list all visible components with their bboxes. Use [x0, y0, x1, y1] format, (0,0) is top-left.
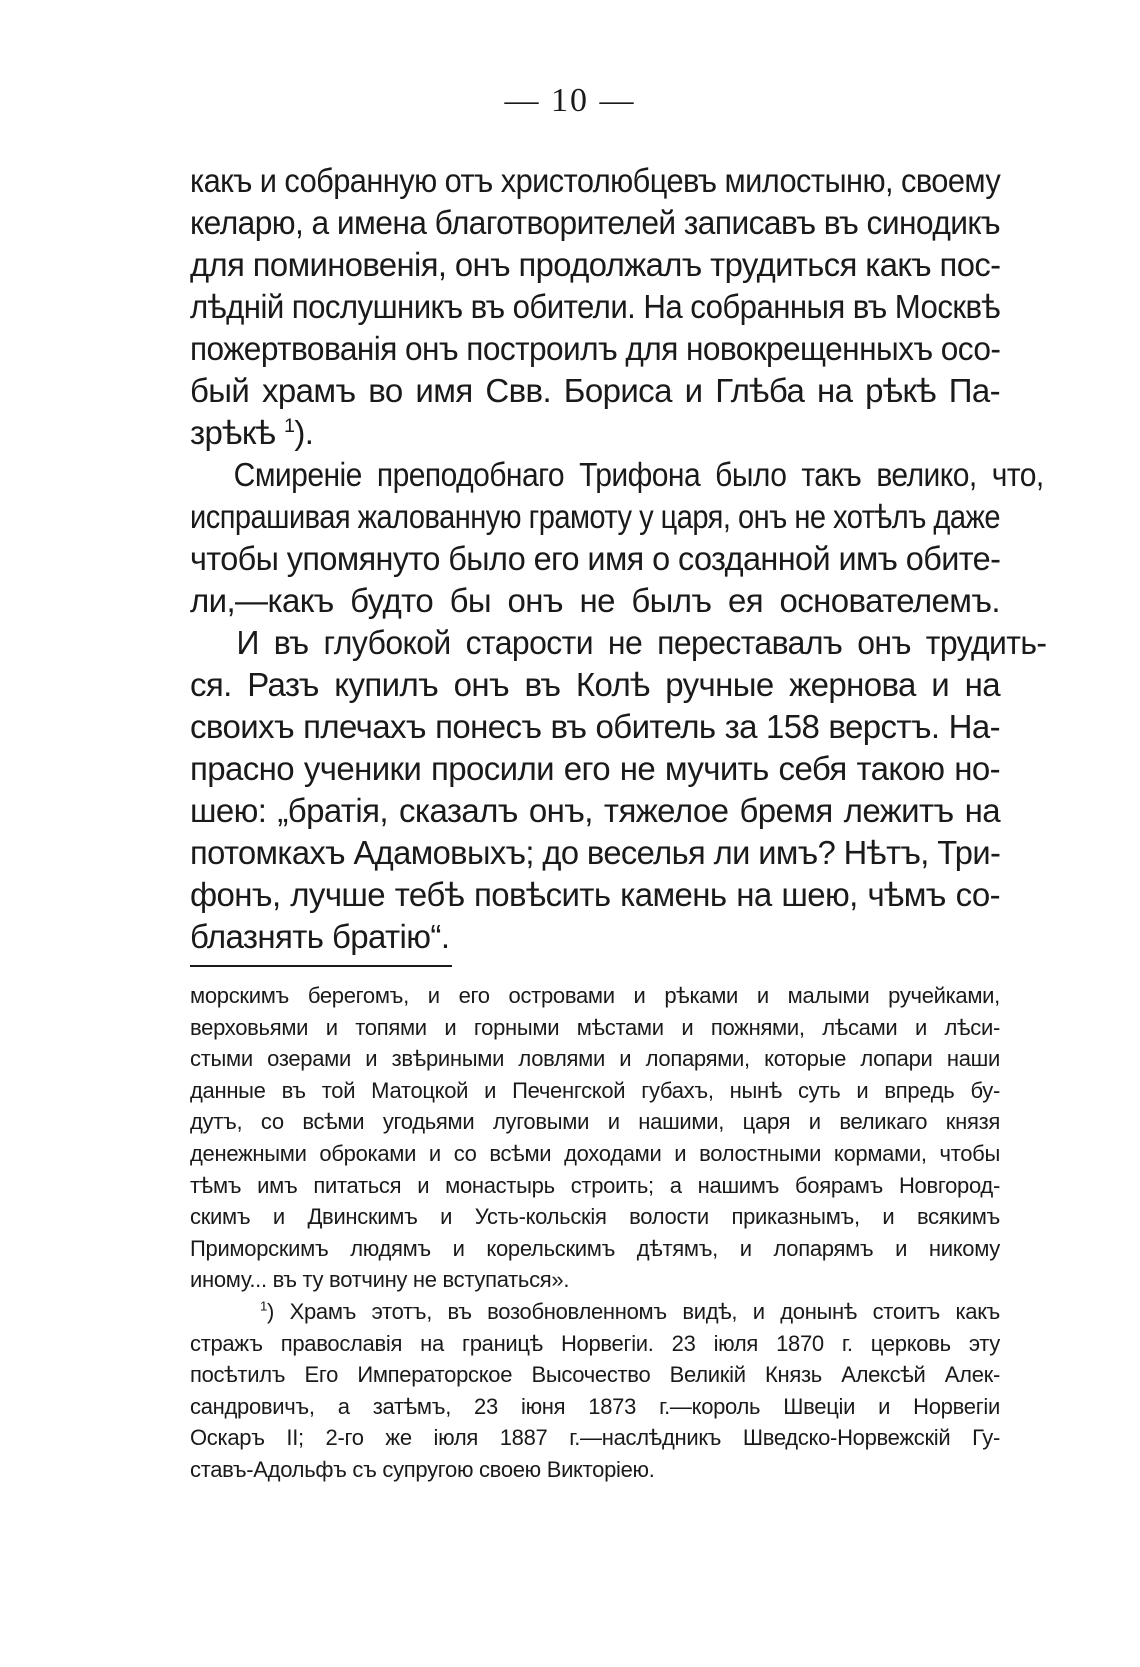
- text-fragment: зрѣкѣ: [190, 414, 276, 451]
- footnote-line: денежными оброками и со всѣми доходами и волостными кормами, чтобы: [190, 1140, 1000, 1166]
- paragraph-2: [190, 454, 1044, 622]
- footnote-line: данные въ той Матоцкой и Печенгской губахъ, нынѣ суть и впредь бу-: [190, 1077, 1000, 1103]
- text-line: пожертвованія онъ построилъ для новокрещенныхъ осо-: [190, 330, 1001, 367]
- footnote-line: морскимъ берегомъ, и его островами и рѣками и малыми ручейками,: [190, 983, 1000, 1008]
- footnote-line: посѣтилъ Его Императорское Высочество Великій Князь Алексѣй Алек-: [190, 1362, 1000, 1388]
- text-line: келарю, а имена благотворителей записавъ въ синодикъ: [190, 204, 1000, 241]
- text-line: шею: „братія, сказалъ онъ, тяжелое бремя лежитъ на: [190, 792, 1000, 829]
- text-line: испрашивая жалованную грамоту у царя, онъ не хотѣлъ даже: [190, 498, 1000, 535]
- text-line: фонъ, лучше тебѣ повѣсить камень на шею, чѣмъ со-: [190, 876, 1000, 913]
- footnote-separator-rule: [190, 965, 452, 967]
- text-line: ли,—какъ будто бы онъ не былъ ея основателемъ.: [190, 582, 1000, 619]
- text-line: прасно ученики просили его не мучить себя такою но-: [190, 750, 1000, 787]
- footnote-1: [190, 1296, 1000, 1486]
- footnotes: [190, 980, 1000, 1486]
- text-line: какъ и собранную отъ христолюбцевъ милостыню, своему: [190, 162, 1001, 199]
- text-line: Смиреніе преподобнаго Трифона было такъ велико, что,: [233, 456, 1044, 493]
- text-line: для поминовенія, онъ продолжалъ трудиться какъ пос-: [190, 246, 1001, 283]
- footnote-line: Приморскимъ людямъ и корельскимъ дѣтямъ, и лопарямъ и никому: [190, 1235, 1000, 1261]
- footnote-line-last: ставъ-Адольфъ съ супругою своею Викторіею.: [190, 1456, 655, 1482]
- footnote-line: скимъ и Двинскимъ и Усть-кольскія волости приказнымъ, и всякимъ: [190, 1204, 1000, 1230]
- footnote-line: [190, 1296, 1000, 1328]
- text-fragment: ).: [294, 414, 314, 451]
- footnote-text: ) Храмъ этотъ, въ возобновленномъ видѣ, и донынѣ стоитъ какъ: [267, 1298, 1000, 1324]
- footnote-line: стражъ православія на границѣ Норвегіи. 23 іюля 1870 г. церковь эту: [190, 1330, 1000, 1356]
- text-line: бый храмъ во имя Свв. Бориса и Глѣба на рѣкѣ Па-: [190, 372, 1000, 409]
- footnote-line: тѣмъ имъ питаться и монастырь строить; а нашимъ боярамъ Новгород-: [190, 1172, 1000, 1198]
- text-line: потомкахъ Адамовыхъ; до веселья ли имъ? Нѣтъ, Три-: [190, 834, 1001, 871]
- paragraph-3: [190, 622, 1047, 958]
- text-line: И въ глубокой старости не переставалъ онъ трудить-: [236, 624, 1047, 661]
- footnote-line: сандровичъ, а затѣмъ, 23 іюня 1873 г.—король Швеціи и Норвегіи: [190, 1393, 1000, 1419]
- text-line-last: [190, 412, 1000, 454]
- footnote-line: стыми озерами и звѣриными ловлями и лопарями, которые лопари наши: [190, 1046, 1000, 1072]
- paragraph-1: [190, 160, 1000, 454]
- footnote-reference: 1: [283, 415, 295, 437]
- footnote-line: Оскаръ II; 2-го же іюля 1887 г.—наслѣдникъ Шведско-Норвежскій Гу-: [190, 1425, 1000, 1451]
- footnote-line: верховьями и топями и горными мѣстами и пожнями, лѣсами и лѣси-: [190, 1014, 1000, 1040]
- text-line: чтобы упомянуто было его имя о созданной имъ обите-: [190, 540, 1001, 577]
- footnote-marker: 1: [260, 1298, 268, 1314]
- text-line: ся. Разъ купилъ онъ въ Колѣ ручные жернова и на: [190, 666, 1000, 703]
- page-number: — 10 —: [504, 82, 636, 119]
- text-line: лѣдній послушникъ въ обители. На собранныя въ Москвѣ: [190, 288, 1000, 325]
- text-line: своихъ плечахъ понесъ въ обитель за 158 верстъ. На-: [190, 708, 1000, 745]
- footnote-line: дутъ, со всѣми угодьями луговыми и нашими, царя и великаго князя: [190, 1109, 1000, 1135]
- footnote-continued: [190, 980, 1000, 1296]
- text-line-last: блазнять братію“.: [190, 918, 450, 955]
- footnote-line-last: иному... въ ту вотчину не вступаться».: [190, 1267, 570, 1293]
- main-text: [190, 160, 1047, 958]
